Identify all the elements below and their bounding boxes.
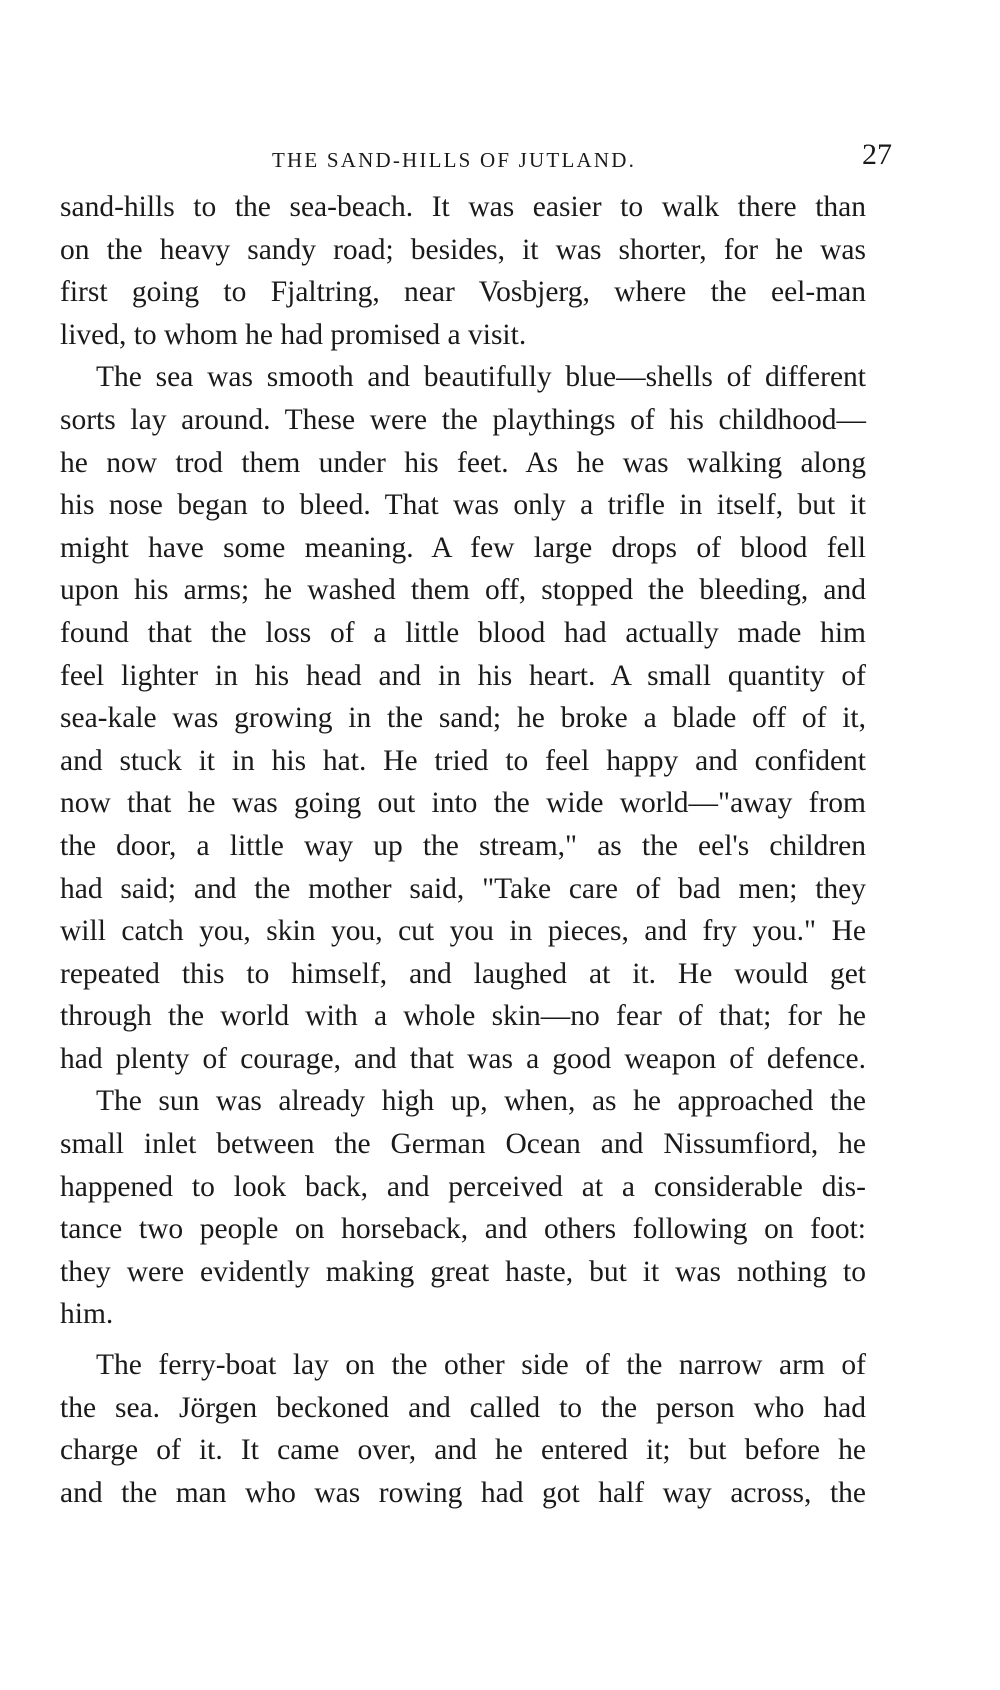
text-line: had said; and the mother said, "Take care of bad men; they bbox=[60, 872, 866, 905]
text-line: sand-hills to the sea-beach. It was easier to walk there than bbox=[60, 191, 866, 223]
text-line: lived, to whom he had promised a visit. bbox=[60, 318, 527, 351]
text-line: sorts lay around. These were the playthings of his childhood— bbox=[60, 403, 866, 436]
text-line: might have some meaning. A few large drops of blood fell bbox=[60, 531, 866, 564]
text-line: they were evidently making great haste, but it was nothing to bbox=[60, 1255, 866, 1288]
text-line: upon his arms; he washed them off, stopped the bleeding, and bbox=[60, 574, 866, 607]
text-line: on the heavy sandy road; besides, it was shorter, for he was bbox=[60, 233, 866, 266]
text-line: first going to Fjaltring, near Vosbjerg, where the eel-man bbox=[60, 276, 866, 309]
text-line: he now trod them under his feet. As he was walking along bbox=[60, 446, 866, 479]
text-line: now that he was going out into the wide world—"away from bbox=[60, 787, 866, 820]
text-line: will catch you, skin you, cut you in pieces, and fry you." He bbox=[60, 915, 866, 948]
paragraph-2 bbox=[60, 356, 866, 1080]
text-line: the sea. Jörgen beckoned and called to the person who had bbox=[60, 1391, 866, 1424]
paragraph-3 bbox=[60, 1080, 866, 1336]
text-line: feel lighter in his head and in his heart. A small quantity of bbox=[60, 659, 866, 692]
text-line: small inlet between the German Ocean and Nissumfiord, he bbox=[60, 1128, 866, 1161]
text-line: the door, a little way up the stream," as the eel's children bbox=[60, 829, 866, 862]
text-line: The sea was smooth and beautifully blue—shells of different bbox=[96, 361, 866, 394]
text-line: and stuck it in his hat. He tried to feel happy and confident bbox=[60, 744, 866, 777]
body-text bbox=[60, 186, 866, 1514]
text-line: him. bbox=[60, 1298, 114, 1331]
text-line: had plenty of courage, and that was a good weapon of defence. bbox=[60, 1042, 866, 1075]
text-line: sea-kale was growing in the sand; he broke a blade off of it, bbox=[60, 702, 866, 735]
text-line: and the man who was rowing had got half way across, the bbox=[60, 1476, 866, 1509]
text-line: The ferry-boat lay on the other side of the narrow arm of bbox=[96, 1349, 866, 1382]
text-line: The sun was already high up, when, as he approached the bbox=[96, 1085, 866, 1118]
running-head: THE SAND-HILLS OF JUTLAND. bbox=[272, 148, 637, 172]
text-line: happened to look back, and perceived at a considerable dis- bbox=[60, 1170, 866, 1203]
text-line: his nose began to bleed. That was only a trifle in itself, but it bbox=[60, 489, 866, 522]
text-line: tance two people on horseback, and others following on foot: bbox=[60, 1213, 866, 1246]
text-line: charge of it. It came over, and he entered it; but before he bbox=[60, 1434, 866, 1467]
paragraph-4 bbox=[60, 1344, 866, 1514]
page-number: 27 bbox=[862, 138, 892, 171]
text-line: repeated this to himself, and laughed at it. He would get bbox=[60, 957, 866, 990]
paragraph-1 bbox=[60, 186, 866, 356]
text-line: through the world with a whole skin—no fear of that; for he bbox=[60, 1000, 866, 1033]
text-line: found that the loss of a little blood had actually made him bbox=[60, 616, 866, 649]
